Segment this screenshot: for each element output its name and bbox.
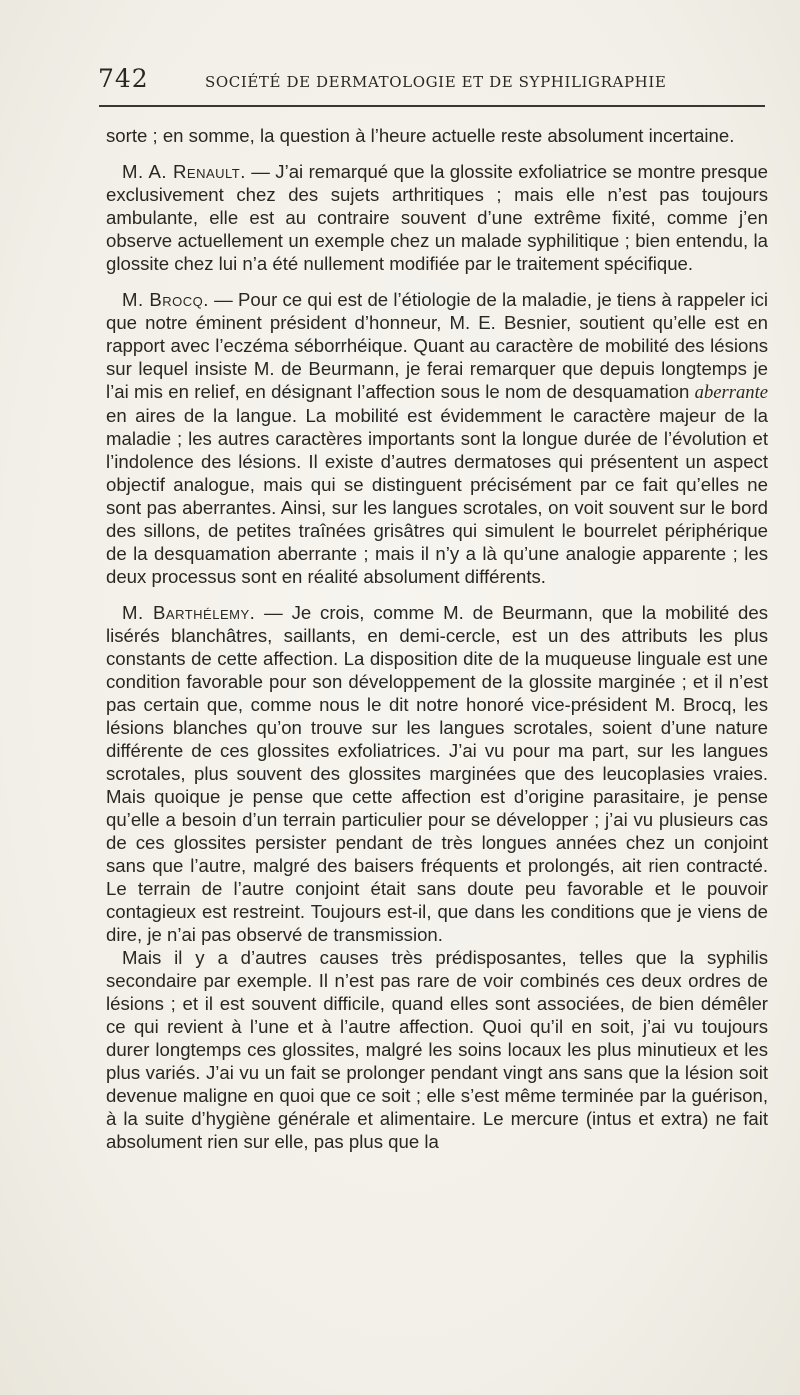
- paragraph-brocq: [106, 288, 768, 588]
- body-text: [106, 124, 768, 1153]
- paragraph-renault: [106, 160, 768, 275]
- barthelemy-statement: — Je crois, comme M. de Beurmann, que la mobilité des lisérés blanchâtres, saillants, en demi-cercle, est un des attributs les plus constants de cette affection. La disposition dite de la muqueuse linguale est une condition favorable pour son développement de la glossite marginée ; et il n’est pas certain que, comme nous le dit notre honoré vice-président M. Brocq, les lésions blanches qu’on trouve sur les langues scrotales, soient d’une nature différente de ces glossites exfoliatrices. J’ai vu pour ma part, sur les langues scrotales, plus souvent des glossites marginées que des leucoplasies vraies. Mais quoique je pense que cette affection est d’origine parasitaire, je pense qu’elle a besoin d’un terrain particulier pour se développer ; j’ai vu plusieurs cas de ces glossites persister pendant de très longues années chez un conjoint sans que l’autre, malgré des baisers fréquents et prolongés, ait rien contracté. Le terrain de l’autre conjoint était sans doute peu favorable et le pouvoir contagieux est restreint. Toujours est-il, que dans les conditions que je viens de dire, je n’ai pas observé de transmission.: [106, 602, 768, 945]
- page-header: [98, 64, 768, 98]
- paragraph-continuation: sorte ; en somme, la question à l’heure actuelle reste absolument incertaine.: [106, 125, 735, 146]
- paragraph-predisposing-causes: Mais il y a d’autres causes très prédisposantes, telles que la syphilis secondaire par exemple. Il n’est pas rare de voir combinés ces deux ordres de lésions ; et il est souvent difficile, quand elles sont associées, de bien démêler ce qui revient à l’une et à l’autre affection. Quoi qu’il en soit, j’ai vu toujours durer longtemps ces glossites, malgré les soins locaux les plus minutieux et les plus variés. J’ai vu un fait se prolonger pendant vingt ans sans que la lésion soit devenue maligne en quoi que ce soit ; elle s’est même terminée par la guérison, à la suite d’hygiène générale et alimentaire. Le mercure (intus et extra) ne fait absolument rien sur elle, pas plus que la: [106, 947, 768, 1152]
- speaker-brocq: M. Brocq.: [122, 289, 209, 310]
- header-rule: [99, 105, 765, 107]
- brocq-statement-part-2: en aires de la langue. La mobilité est évidemment le caractère majeur de la maladie ; les autres caractères importants sont la longue durée de l’évolution et l’indolence des lésions. Il existe d’autres dermatoses qui présentent un aspect objectif analogue, mais qui se distinguent précisément par ce fait qu’elles ne sont pas aberrantes. Ainsi, sur les langues scrotales, on voit souvent sur le bord des sillons, de petites traînées grisâtres qui simulent le bourrelet périphérique de la desquamation aberrante ; mais il n’y a là qu’une analogie apparente ; les deux processus sont en réalité absolument différents.: [106, 405, 768, 587]
- running-title: SOCIÉTÉ DE DERMATOLOGIE ET DE SYPHILIGRAPHIE: [205, 73, 667, 91]
- brocq-statement-part-1: — Pour ce qui est de l’étiologie de la maladie, je tiens à rappeler ici que notre éminent président d’honneur, M. E. Besnier, soutient qu’elle est en rapport avec l’eczéma séborrhéique. Quant au caractère de mobilité des lésions sur lequel insiste M. de Beurmann, je ferai remarquer que depuis longtemps je l’ai mis en relief, en désignant l’affection sous le nom de desquamation: [106, 289, 768, 402]
- speaker-renault: M. A. Renault.: [122, 161, 246, 182]
- renault-statement: — J’ai remarqué que la glossite exfoliatrice se montre presque exclusivement chez des sujets arthritiques ; mais elle n’est pas toujours ambulante, elle est au contraire souvent d’une extrême fixité, comme j’en observe actuellement un exemple chez un malade syphilitique ; bien entendu, la glossite chez lui n’a été nullement modifiée par le traitement spécifique.: [106, 161, 768, 274]
- page-number: 742: [98, 64, 149, 93]
- emphasis-aberrante: aberrante: [694, 382, 768, 403]
- speaker-barthelemy: M. Barthélemy.: [122, 602, 256, 623]
- paragraph-barthelemy: [106, 601, 768, 946]
